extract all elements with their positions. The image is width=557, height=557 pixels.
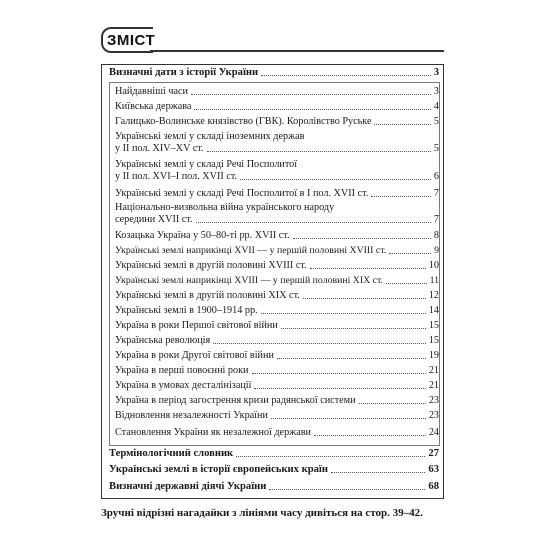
leader-dots	[213, 343, 426, 344]
toc-item-label: Україна в роки Другої світової війни	[115, 350, 274, 361]
toc-page-number: 12	[428, 290, 439, 301]
page-title: ЗМІСТ	[107, 31, 156, 49]
leader-dots	[310, 268, 426, 269]
toc-page-number: 68	[428, 481, 439, 492]
toc-section-europe[interactable]	[109, 464, 439, 476]
leader-dots	[374, 124, 430, 125]
toc-item[interactable]	[115, 230, 439, 242]
header-rule	[150, 50, 444, 52]
toc-page-number: 27	[428, 448, 439, 459]
leader-dots	[236, 456, 425, 457]
toc-item-label-cont: у II пол. XIV–XV ст.	[115, 143, 204, 154]
toc-item-label: Україна в період загострення кризи радянської системи	[115, 395, 356, 406]
toc-section-statesmen[interactable]	[109, 481, 439, 493]
leader-dots	[271, 418, 426, 419]
toc-item[interactable]	[115, 305, 439, 317]
toc-item-label: Українська революція	[115, 335, 211, 346]
toc-item-label: Україна в роки Першої світової війни	[115, 320, 278, 331]
toc-section-label: Визначні державні діячі України	[109, 481, 267, 492]
toc-item-label: Українські землі наприкінці XVII — у першій половині XVIII ст.	[115, 245, 387, 256]
toc-item-label: Українські землі у складі іноземних держав	[115, 131, 305, 142]
toc-item[interactable]	[115, 395, 439, 407]
toc-page-number: 23	[428, 395, 439, 406]
toc-section-dates[interactable]	[109, 67, 439, 79]
toc-item-label: Українські землі наприкінці XVIII — у першій половині XIX ст.	[115, 275, 383, 286]
toc-page-number: 21	[428, 365, 439, 376]
leader-dots	[261, 313, 426, 314]
toc-item-label-cont: середини XVII ст.	[115, 214, 193, 225]
leader-dots	[196, 222, 431, 223]
toc-page-number: 10	[428, 260, 439, 271]
toc-page-number: 24	[428, 427, 439, 438]
toc-item-label: Українські землі в другій половині XIX ст.	[115, 290, 300, 301]
leader-dots	[269, 489, 425, 490]
toc-item-label: Козацька Україна у 50–80-ті рр. XVII ст.	[115, 230, 290, 241]
toc-item[interactable]	[115, 410, 439, 422]
toc-item-label: Найдавніші часи	[115, 86, 188, 97]
toc-item[interactable]	[115, 380, 439, 392]
toc-item-label: Українські землі у складі Речі Посполитої в I пол. XVII ст.	[115, 188, 369, 199]
toc-item[interactable]	[115, 365, 439, 377]
leader-dots	[331, 472, 425, 473]
toc-item-label: Київська держава	[115, 101, 192, 112]
toc-item[interactable]	[115, 131, 439, 155]
leader-dots	[261, 75, 431, 76]
toc-item-label: Галицько-Волинське князівство (ГВК). Королівство Руське	[115, 116, 372, 127]
toc-section-label: Українські землі в історії європейських країн	[109, 464, 328, 475]
toc-item-label: Відновлення незалежності України	[115, 410, 268, 421]
leader-dots	[293, 238, 431, 239]
toc-page-number: 3	[433, 67, 439, 78]
toc-page-number: 15	[428, 335, 439, 346]
toc-item-label: Національно-визвольна війна українського народу	[115, 202, 335, 213]
leader-dots	[240, 179, 431, 180]
toc-page-number: 21	[428, 380, 439, 391]
toc-page-number: 11	[429, 275, 439, 286]
toc-section-label: Термінологічний словник	[109, 448, 234, 459]
toc-page-number: 3	[433, 86, 439, 97]
toc-item-label: Українські землі у складі Речі Посполитої	[115, 159, 298, 170]
toc-item[interactable]	[115, 275, 439, 287]
toc-item[interactable]	[115, 101, 439, 113]
toc-page-number: 7	[433, 214, 439, 225]
toc-item[interactable]	[115, 202, 439, 226]
toc-item[interactable]	[115, 427, 439, 439]
toc-item[interactable]	[115, 86, 439, 98]
toc-item[interactable]	[115, 320, 439, 332]
toc-section-glossary[interactable]	[109, 448, 439, 460]
leader-dots	[303, 298, 426, 299]
leader-dots	[207, 151, 431, 152]
header-tab	[101, 27, 156, 53]
leader-dots	[314, 435, 426, 436]
toc-item-label: Україна в перші повоєнні роки	[115, 365, 249, 376]
toc-page-number: 14	[428, 305, 439, 316]
toc-page-number: 15	[428, 320, 439, 331]
leader-dots	[389, 253, 431, 254]
toc-page-number: 63	[428, 464, 439, 475]
toc-item-label: Україна в умовах десталінізації	[115, 380, 252, 391]
leader-dots	[281, 328, 426, 329]
leader-dots	[252, 373, 426, 374]
toc-page-number: 9	[434, 245, 439, 256]
toc-item[interactable]	[115, 290, 439, 302]
toc-page-number: 19	[428, 350, 439, 361]
leader-dots	[386, 283, 427, 284]
toc-item[interactable]	[115, 159, 439, 183]
toc-item-label: Українські землі в 1900–1914 рр.	[115, 305, 258, 316]
toc-page-number: 5	[433, 116, 439, 127]
toc-item[interactable]	[115, 350, 439, 362]
toc-page-number: 5	[433, 143, 439, 154]
toc-page-number: 7	[433, 188, 439, 199]
toc-item[interactable]	[115, 335, 439, 347]
toc-item-label-cont: у II пол. XVI–I пол. XVII ст.	[115, 171, 238, 182]
toc-item-label: Українські землі в другій половині XVIII ст.	[115, 260, 307, 271]
leader-dots	[277, 358, 426, 359]
toc-item[interactable]	[115, 260, 439, 272]
toc-page-number: 23	[428, 410, 439, 421]
toc-page-number: 8	[433, 230, 439, 241]
toc-item[interactable]	[115, 116, 439, 128]
leader-dots	[359, 403, 426, 404]
leader-dots	[254, 388, 425, 389]
leader-dots	[371, 196, 431, 197]
toc-item-label: Становлення України як незалежної держави	[115, 427, 311, 438]
leader-dots	[191, 94, 431, 95]
toc-section-label: Визначні дати з історії України	[109, 67, 259, 78]
footer-note: Зручні відрізні нагадайки з лініями часу дивіться на стор. 39–42.	[101, 507, 423, 519]
leader-dots	[194, 109, 430, 110]
toc-item[interactable]	[115, 188, 439, 200]
toc-page-number: 4	[433, 101, 439, 112]
toc-page-number: 6	[433, 171, 439, 182]
toc-item[interactable]	[115, 245, 439, 257]
